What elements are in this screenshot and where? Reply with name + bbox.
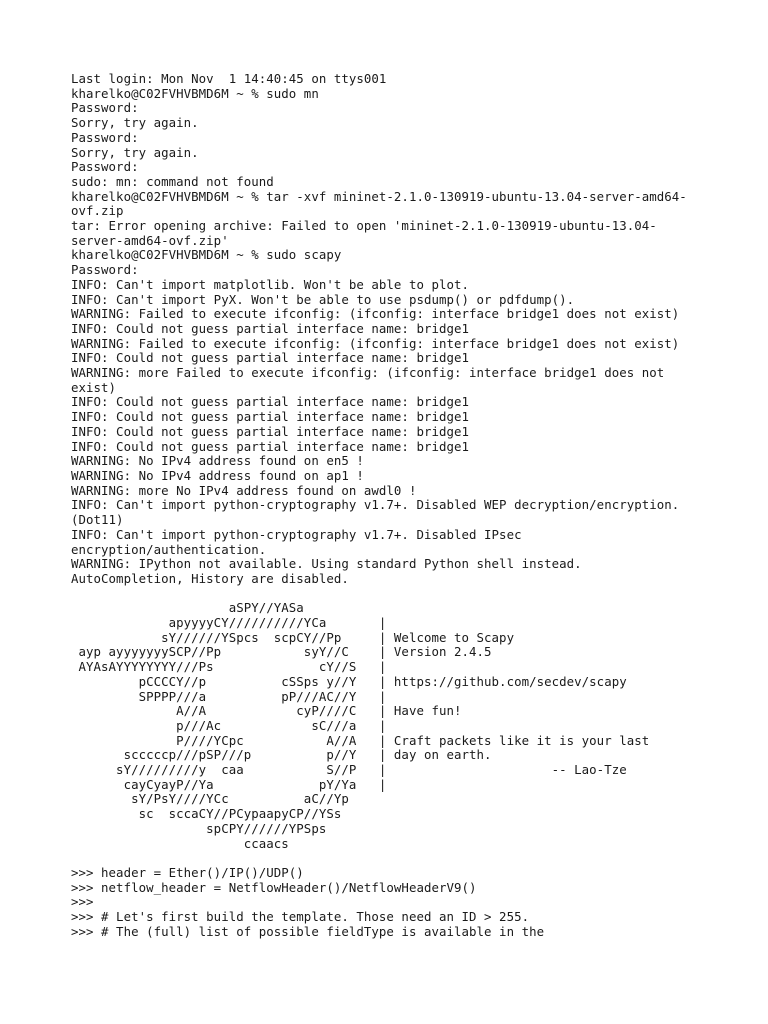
terminal-line: INFO: Can't import PyX. Won't be able to use psdump() or pdfdump(). [71, 291, 575, 307]
terminal-line: INFO: Could not guess partial interface name: bridge1 [71, 320, 470, 336]
terminal-line: INFO: Could not guess partial interface name: bridge1 [71, 438, 470, 454]
terminal-line: AutoCompletion, History are disabled. [71, 570, 349, 586]
scapy-banner-line: apyyyyCY//////////YCa | [71, 615, 387, 630]
terminal-line: WARNING: Failed to execute ifconfig: (ifconfig: interface bridge1 does not exist) [71, 306, 680, 322]
terminal-line: Password: [71, 129, 139, 145]
terminal-line: WARNING: Failed to execute ifconfig: (ifconfig: interface bridge1 does not exist) [71, 335, 680, 351]
terminal-line: Password: [71, 100, 139, 116]
terminal-line: WARNING: more No IPv4 address found on awdl0 ! [71, 482, 417, 498]
scapy-banner-line: ccaacs [71, 835, 289, 851]
scapy-banner-line: AYAsAYYYYYYYY///Ps cY//S | [71, 659, 387, 675]
terminal-line: kharelko@C02FVHVBMD6M ~ % sudo mn [71, 85, 319, 101]
scapy-banner-line: pCCCCY//p cSSps y//Y | https://github.com/secdev/scapy [71, 673, 627, 689]
terminal-line: tar: Error opening archive: Failed to open 'mininet-2.1.0-130919-ubuntu-13.04- [71, 218, 657, 234]
scapy-banner-line: p///Ac sC///a | [71, 717, 387, 733]
scapy-banner-line: A//A cyP////C | Have fun! [71, 703, 462, 719]
terminal-line: kharelko@C02FVHVBMD6M ~ % sudo scapy [71, 247, 342, 263]
scapy-banner-line: scccccp///pSP///p p//Y | day on earth. [71, 747, 492, 763]
terminal-line: INFO: Could not guess partial interface name: bridge1 [71, 394, 470, 410]
terminal-line: INFO: Can't import python-cryptography v1.7+. Disabled WEP decryption/encryption. [71, 497, 680, 513]
terminal-line: server-amd64-ovf.zip' [71, 232, 229, 248]
scapy-banner-line: P////YCpc A//A | Craft packets like it is your last [71, 732, 650, 748]
terminal-line: INFO: Could not guess partial interface name: bridge1 [71, 409, 470, 425]
terminal-output [71, 72, 751, 939]
terminal-line: WARNING: IPython not available. Using standard Python shell instead. [71, 556, 582, 572]
terminal-line: exist) [71, 379, 117, 395]
terminal-line: Sorry, try again. [71, 115, 199, 131]
terminal-line: WARNING: No IPv4 address found on en5 ! [71, 453, 364, 469]
python-prompt-line: >>> header = Ether()/IP()/UDP() [71, 864, 304, 880]
terminal-line: Last login: Mon Nov 1 14:40:45 on ttys001 [71, 71, 387, 86]
scapy-banner-line: spCPY//////YPSps [71, 820, 327, 836]
terminal-line: Password: [71, 262, 139, 278]
terminal-line: Sorry, try again. [71, 144, 199, 160]
scapy-banner-line: sY/PsY////YCc aC//Yp [71, 791, 349, 807]
scapy-banner-line: ayp ayyyyyyySCP//Pp syY//C | Version 2.4.5 [71, 644, 492, 660]
terminal-line: WARNING: No IPv4 address found on ap1 ! [71, 467, 364, 483]
terminal-line: kharelko@C02FVHVBMD6M ~ % tar -xvf mininet-2.1.0-130919-ubuntu-13.04-server-amd64- [71, 188, 687, 204]
python-prompt-line: >>> [71, 894, 94, 910]
scapy-banner-line: sY//////YSpcs scpCY//Pp | Welcome to Scapy [71, 629, 515, 645]
scapy-banner-line: cayCyayP//Ya pY/Ya | [71, 776, 387, 792]
scapy-banner-line: aSPY//YASa [71, 600, 304, 616]
terminal-line: (Dot11) [71, 512, 124, 528]
python-prompt-line: >>> # The (full) list of possible fieldType is available in the [71, 923, 545, 939]
python-prompt-line: >>> netflow_header = NetflowHeader()/NetflowHeaderV9() [71, 879, 477, 895]
terminal-line: ovf.zip [71, 203, 124, 219]
terminal-line: Password: [71, 159, 139, 175]
terminal-line: INFO: Can't import python-cryptography v1.7+. Disabled IPsec [71, 526, 522, 542]
scapy-banner-line: sc sccaCY//PCypaapyCP//YSs [71, 806, 342, 822]
terminal-line: INFO: Could not guess partial interface name: bridge1 [71, 350, 470, 366]
terminal-line [71, 587, 751, 602]
scapy-banner-line: SPPPP///a pP///AC//Y | [71, 688, 387, 704]
terminal-line: sudo: mn: command not found [71, 173, 274, 189]
scapy-banner-line: sY/////////y caa S//P | -- Lao-Tze [71, 762, 627, 778]
terminal-line: WARNING: more Failed to execute ifconfig: (ifconfig: interface bridge1 does not [71, 365, 665, 381]
terminal-line: INFO: Could not guess partial interface name: bridge1 [71, 423, 470, 439]
terminal-line: encryption/authentication. [71, 541, 267, 557]
python-prompt-line: >>> # Let's first build the template. Those need an ID > 255. [71, 909, 530, 925]
terminal-line [71, 851, 751, 866]
terminal-line: INFO: Can't import matplotlib. Won't be able to plot. [71, 276, 470, 292]
